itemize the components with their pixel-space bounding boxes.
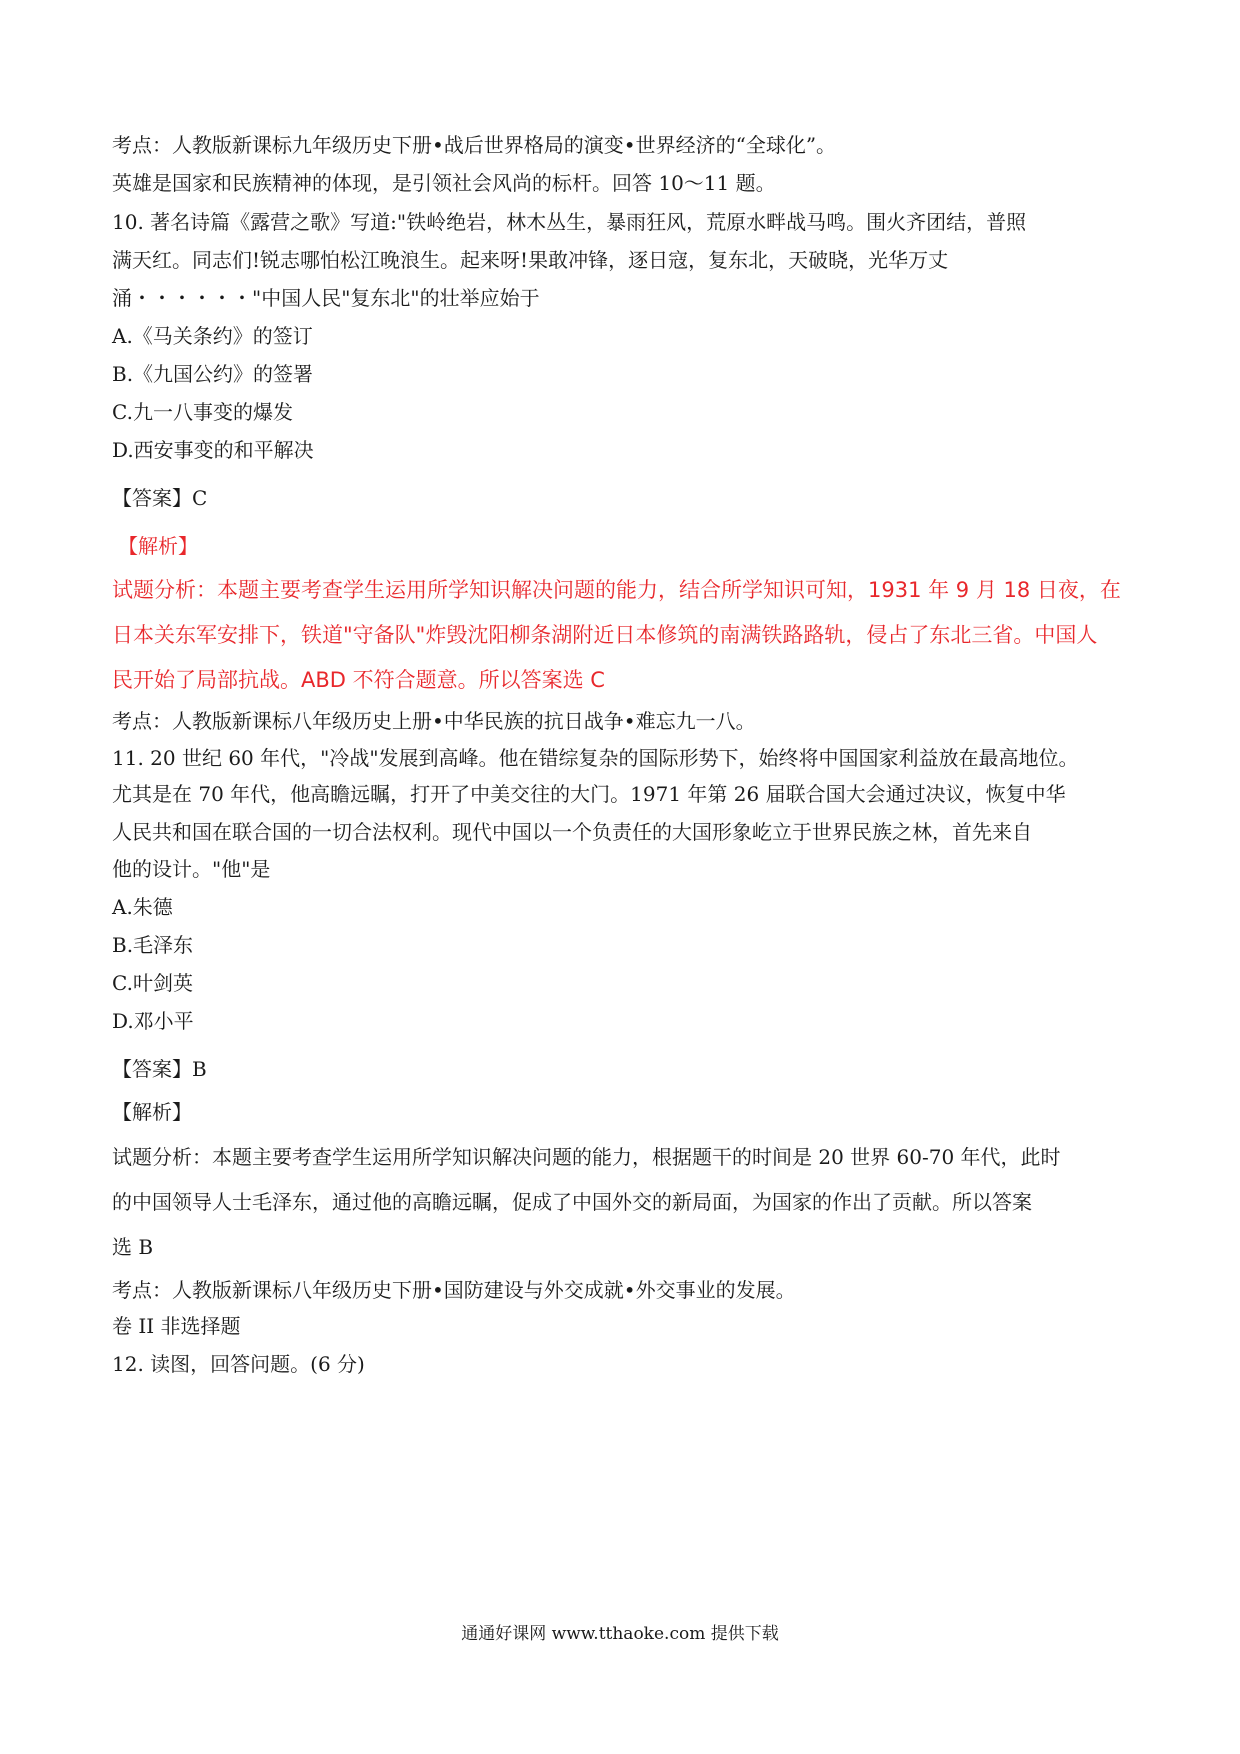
question-11-analysis-line-2: 的中国领导人士毛泽东，通过他的高瞻远瞩，促成了中国外交的新局面，为国家的作出了贡献。所以答案 [112,1190,1032,1214]
question-10-analysis-line-1: 试题分析：本题主要考查学生运用所学知识解决问题的能力，结合所学知识可知，1931 年 9 月 18 日夜，在 [112,578,1121,602]
question-10-answer: 【答案】C [112,486,208,510]
question-11-option-c: C.叶剑英 [112,971,193,995]
question-10-option-a: A.《马关条约》的签订 [112,324,313,348]
question-10-option-d: D.西安事变的和平解决 [112,438,314,462]
question-11-analysis-heading: 【解析】 [112,1100,192,1124]
page-footer: 通通好课网 www.tthaoke.com 提供下载 [461,1624,779,1644]
question-11-analysis-line-3: 选 B [112,1235,154,1259]
question-11-answer: 【答案】B [112,1057,207,1081]
question-11-analysis-line-1: 试题分析：本题主要考查学生运用所学知识解决问题的能力，根据题干的时间是 20 世界 60-70 年代，此时 [112,1145,1061,1169]
question-11-stem-line-3: 人民共和国在联合国的一切合法权利。现代中国以一个负责任的大国形象屹立于世界民族之林，首先来自 [112,820,1032,844]
question-10-analysis-line-2: 日本关东军安排下，铁道"守备队"炸毁沈阳柳条湖附近日本修筑的南满铁路路轨，侵占了东北三省。中国人 [112,623,1098,647]
question-10-analysis-heading: 【解析】 [118,534,198,558]
knowledge-point-9: 考点：人教版新课标九年级历史下册•战后世界格局的演变•世界经济的“全球化”。 [112,133,837,157]
question-11-option-b: B.毛泽东 [112,933,194,957]
question-11-stem-line-4: 他的设计。"他"是 [112,857,271,881]
question-10-analysis-line-3: 民开始了局部抗战。ABD 不符合题意。所以答案选 C [112,668,605,692]
question-11-option-d: D.邓小平 [112,1009,194,1033]
question-11-stem-line-1: 11. 20 世纪 60 年代，"冷战"发展到高峰。他在错综复杂的国际形势下，始终将中国国家利益放在最高地位。 [112,746,1079,770]
question-10-stem-line-3: 涌・・・・・・"中国人民"复东北"的壮举应始于 [112,286,540,310]
question-11-knowledge-point: 考点：人教版新课标八年级历史下册•国防建设与外交成就•外交事业的发展。 [112,1278,796,1302]
hero-intro-text: 英雄是国家和民族精神的体现，是引领社会风尚的标杆。回答 10～11 题。 [112,171,776,195]
question-10-option-c: C.九一八事变的爆发 [112,400,293,424]
question-11-option-a: A.朱德 [112,895,173,919]
question-10-knowledge-point: 考点：人教版新课标八年级历史上册•中华民族的抗日战争•难忘九一八。 [112,709,756,733]
question-10-option-b: B.《九国公约》的签署 [112,362,314,386]
question-12-stem: 12. 读图，回答问题。(6 分) [112,1352,365,1376]
question-11-stem-line-2: 尤其是在 70 年代，他高瞻远瞩，打开了中美交往的大门。1971 年第 26 届联合国大会通过决议，恢复中华 [112,782,1066,806]
question-10-stem-line-2: 满天红。同志们!锐志哪怕松江晚浪生。起来呀!果敢冲锋，逐日寇，复东北，天破晓，光华万丈 [112,248,949,272]
question-10-stem-line-1: 10. 著名诗篇《露营之歌》写道:"铁岭绝岩，林木丛生，暴雨狂风，荒原水畔战马鸣。围火齐团结，普照 [112,210,1027,234]
section-title-part-2: 卷 II 非选择题 [112,1314,241,1338]
